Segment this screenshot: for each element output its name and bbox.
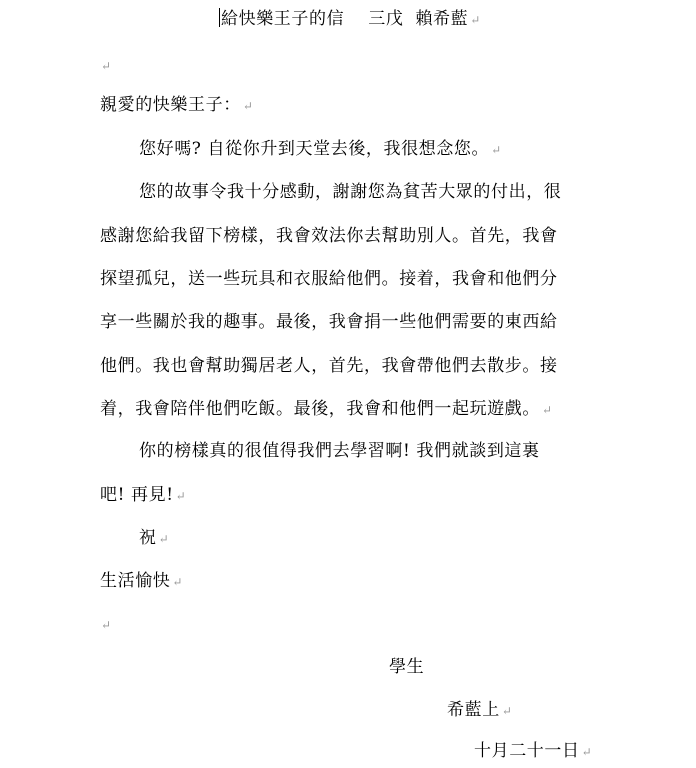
body-text: 您好嗎? 自從你升到天堂去後，我很想念您。 <box>139 139 490 159</box>
paragraph-mark: ↵ <box>491 143 502 157</box>
signature-date-text: 十月二十一日 <box>474 741 580 761</box>
paragraph-mark: ↵ <box>172 575 184 589</box>
signature-role-text: 學生 <box>389 657 425 677</box>
body-text: 享一些關於我的趣事。最後，我會捐一些他們需要的東西給 <box>100 312 558 332</box>
paragraph-mark: ↵ <box>175 489 187 503</box>
paragraph-mark: ↵ <box>101 59 112 73</box>
salutation <box>100 94 253 117</box>
paragraph-mark: ↵ <box>470 13 481 27</box>
paragraph-mark: ↵ <box>242 99 254 113</box>
title-author: 賴希藍 <box>415 9 469 29</box>
body-text: 探望孤兒，送一些玩具和衣服給他們。接着，我會和他們分 <box>100 269 558 289</box>
letter-title <box>219 8 481 31</box>
body-text: 他們。我也會幫助獨居老人，首先，我會帶他們去散步。接 <box>100 356 558 376</box>
body-text: 着，我會陪伴他們吃飯。最後，我會和他們一起玩遊戲。 <box>100 399 540 419</box>
body-line <box>139 138 502 161</box>
body-line <box>139 181 561 203</box>
signature-name <box>447 699 512 722</box>
closing-text: 祝 <box>139 528 157 548</box>
closing-wish-2 <box>100 570 183 593</box>
body-text: 感謝您給我留下榜樣，我會效法你去幫助別人。首先，我會 <box>100 226 558 246</box>
paragraph-mark: ↵ <box>581 745 593 759</box>
empty-line <box>99 613 112 636</box>
body-text: 您的故事令我十分感動，謝謝您為貧苦大眾的付出，很 <box>139 182 562 202</box>
paragraph-mark: ↵ <box>501 704 513 718</box>
body-text: 你的榜樣真的很值得我們去學習啊! 我們就談到這裏 <box>139 441 540 461</box>
signature-name-text: 希藍上 <box>447 700 500 720</box>
title-class: 三戊 <box>368 9 404 29</box>
signature-role <box>389 656 424 678</box>
body-line <box>100 268 558 290</box>
salutation-text: 親愛的快樂王子： <box>100 95 241 115</box>
body-line <box>100 484 186 507</box>
paragraph-mark: ↵ <box>542 403 553 417</box>
body-line <box>100 311 558 333</box>
body-line <box>100 398 553 421</box>
body-line <box>139 440 540 462</box>
paragraph-mark: ↵ <box>158 532 170 546</box>
closing-wish-1 <box>139 527 169 550</box>
paragraph-mark: ↵ <box>101 618 112 632</box>
closing-text: 生活愉快 <box>100 571 171 591</box>
title-text: 給快樂王子的信 <box>221 9 345 29</box>
body-line <box>100 225 558 247</box>
body-line <box>100 355 558 377</box>
text-cursor <box>219 8 220 27</box>
signature-date <box>474 740 592 763</box>
empty-line <box>99 54 112 77</box>
body-text: 吧! 再見! <box>100 485 174 505</box>
